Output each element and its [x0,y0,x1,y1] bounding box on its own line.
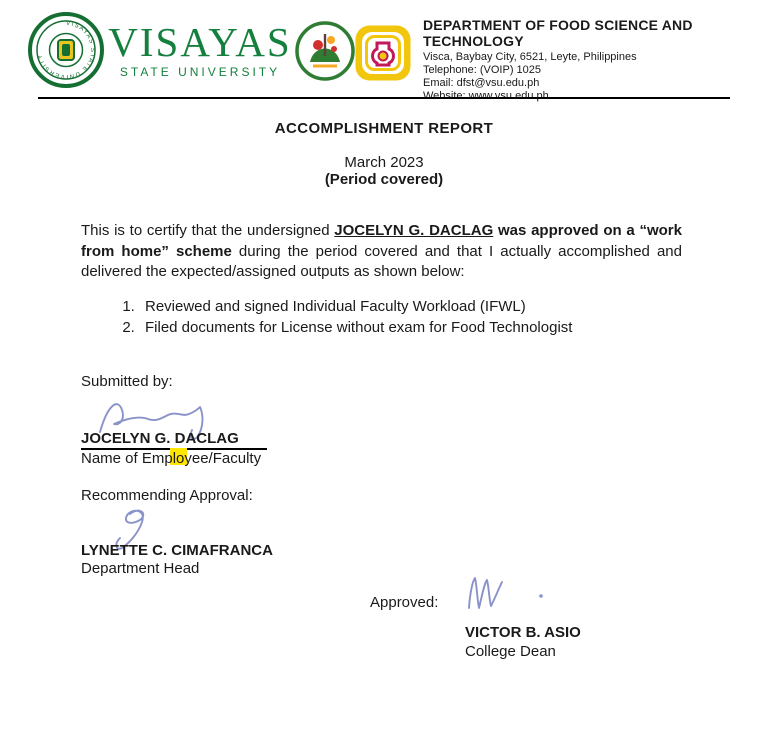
wordmark-state-university: STATE UNIVERSITY [119,65,281,79]
approved-label: Approved: [370,594,439,611]
college-round-logo-icon [294,18,356,84]
report-period-label: (Period covered) [324,171,444,188]
header-divider [38,97,730,99]
employee-title: Name of Employee/Faculty [81,450,262,467]
department-head-name: LYNETTE C. CIMAFRANCA [81,542,273,559]
accomplishment-list [117,296,657,338]
paragraph-bold-clause: was approved on a “work from home” scheme [81,222,682,260]
svg-text:VISAYAS STATE UNIVERSITY: VISAYAS STATE UNIVERSITY [36,19,97,81]
paragraph-employee-name: JOCELYN G. DACLAG [334,222,494,239]
department-head-title: Department Head [81,560,200,577]
contact-email: Email: dfst@vsu.edu.ph [423,77,540,89]
contact-address: Visca, Baybay City, 6521, Leyte, Philippines [423,51,637,63]
department-header-block [423,17,723,103]
report-title: ACCOMPLISHMENT REPORT [274,120,494,137]
employee-name-line [81,430,267,450]
department-title: DEPARTMENT OF FOOD SCIENCE AND TECHNOLOGY [423,17,693,49]
certification-paragraph [81,221,682,283]
accomplishment-item: 2. Filed documents for License without exam for Food Technologist [139,317,657,338]
contact-website: Website: www.vsu.edu.ph [423,90,549,102]
wordmark-visayas: VISAYAS [108,19,292,65]
paragraph-intro: This is to certify that the undersigned [81,222,335,239]
submitted-by-label: Submitted by: [81,373,173,390]
dean-name: VICTOR B. ASIO [465,624,581,641]
department-contact [423,51,723,103]
dean-signature [455,566,555,624]
vsu-wordmark [108,20,292,79]
contact-telephone: Telephone: (VOIP) 1025 [423,64,542,76]
recommending-approval-label: Recommending Approval: [81,487,253,504]
paragraph-remainder: during the period covered and that I actually accomplished and delivered the expected/assigned outputs as shown below: [81,242,682,280]
employee-name: JOCELYN G. DACLAG [81,430,239,447]
dean-title: College Dean [465,643,556,660]
report-period: March 2023 [344,154,424,171]
accomplishment-item: 1. Reviewed and signed Individual Faculty Workload (IFWL) [139,296,657,317]
dfst-yellow-logo-icon [354,24,412,82]
vsu-university-seal-icon [28,12,104,88]
